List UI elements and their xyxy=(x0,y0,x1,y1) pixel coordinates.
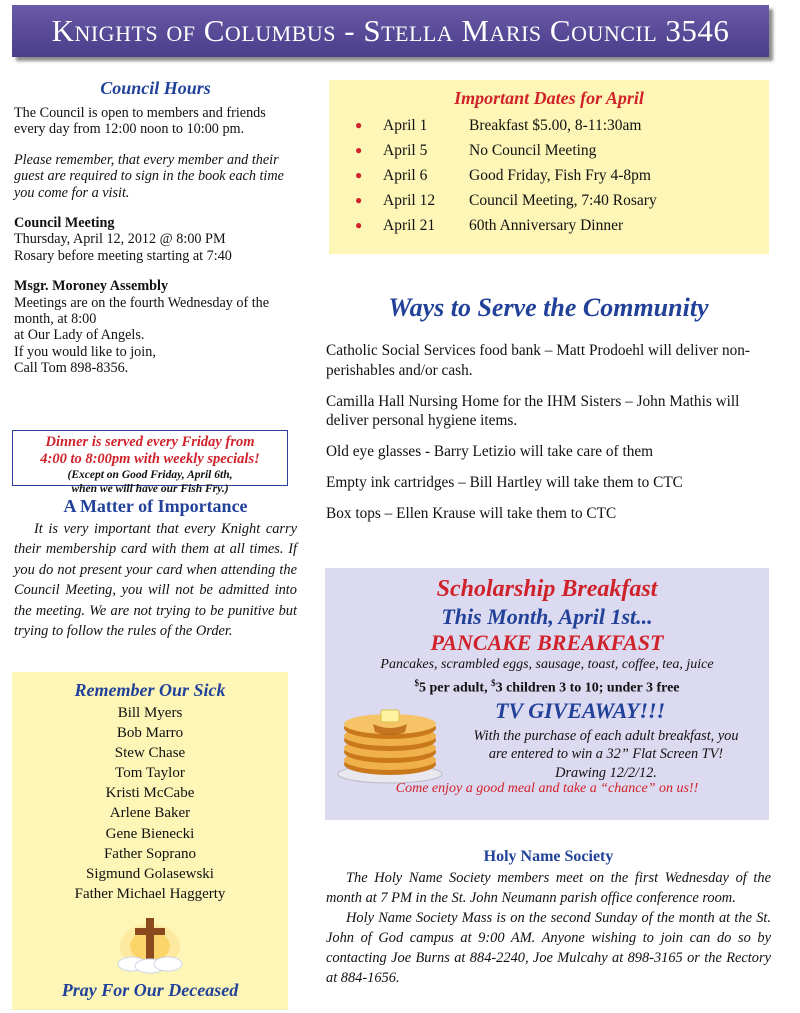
importance-title: A Matter of Importance xyxy=(63,496,248,516)
adult-price: 5 per adult, xyxy=(418,680,492,696)
date-row xyxy=(329,213,769,238)
date-row xyxy=(329,163,769,188)
sick-list-box xyxy=(12,672,288,1010)
ways-to-serve-section xyxy=(326,293,771,535)
event: Good Friday, Fish Fry 4-8pm xyxy=(469,167,651,184)
dollar-sign: $ xyxy=(414,678,419,688)
sick-list-title: Remember Our Sick xyxy=(74,680,226,700)
important-dates-title: Important Dates for April xyxy=(454,88,644,108)
service-item: Catholic Social Services food bank – Matt Prodoehl will deliver non-perishables and/or cash. xyxy=(326,342,750,379)
sick-name: Father Michael Haggerty xyxy=(74,885,226,902)
ways-to-serve-title: Ways to Serve the Community xyxy=(388,293,709,322)
assembly-title: Msgr. Moroney Assembly xyxy=(14,278,169,295)
assembly-line-2: at Our Lady of Angels. xyxy=(14,327,145,344)
council-hours-title: Council Hours xyxy=(100,78,211,98)
date-row xyxy=(329,113,769,138)
dinner-line-2: 4:00 to 8:00pm with weekly specials! xyxy=(40,451,260,467)
bullet-icon: ● xyxy=(355,193,363,207)
service-item: Box tops – Ellen Krause will take them to CTC xyxy=(326,505,617,522)
left-column xyxy=(14,78,297,377)
council-hours-text: The Council is open to members and friends every day from 12:00 noon to 10:00 pm. xyxy=(14,105,266,138)
tv-giveaway-text xyxy=(447,727,765,783)
tv-line-2: are entered to win a 32” Flat Screen TV! xyxy=(488,746,724,763)
importance-section xyxy=(14,496,297,641)
sick-name: Bob Marro xyxy=(116,725,184,742)
holy-name-paragraph: Holy Name Society Mass is on the second Sunday of the month at the St. John of God campus at 9:00 AM. Anyone wishing to join can do so by contacting Joe Burns at 884-2240, Joe Mulcahy at 898-3165 or the Rectory at 884-1656. xyxy=(326,910,771,986)
bullet-icon: ● xyxy=(355,218,363,232)
bullet-icon: ● xyxy=(355,143,363,157)
event: Council Meeting, 7:40 Rosary xyxy=(469,192,657,209)
sick-name: Gene Bienecki xyxy=(105,825,195,842)
dinner-notice xyxy=(12,430,288,495)
assembly-line-4: Call Tom 898-8356. xyxy=(14,360,129,377)
council-meeting-date: Thursday, April 12, 2012 @ 8:00 PM xyxy=(14,231,226,248)
holy-name-title: Holy Name Society xyxy=(483,848,614,865)
tv-line-1: With the purchase of each adult breakfast, you xyxy=(473,727,739,744)
council-meeting-title: Council Meeting xyxy=(14,215,115,232)
enjoy-message: Come enjoy a good meal and take a “chance” on us!! xyxy=(395,780,699,796)
sign-in-reminder: Please remember, that every member and their guest are required to sign in the book each time you come for a visit. xyxy=(14,151,284,201)
child-price: 3 children 3 to 10; under 3 free xyxy=(495,680,680,696)
date-row xyxy=(329,138,769,163)
date: April 1 xyxy=(383,117,428,134)
important-dates-box xyxy=(329,80,769,254)
bullet-icon: ● xyxy=(355,118,363,132)
council-meeting-rosary: Rosary before meeting starting at 7:40 xyxy=(14,247,232,264)
header-banner xyxy=(12,5,769,57)
sick-name: Arlene Baker xyxy=(109,805,191,822)
dinner-line-1: Dinner is served every Friday from xyxy=(45,434,255,450)
breakfast-price xyxy=(325,674,769,698)
date: April 5 xyxy=(383,142,428,159)
pancake-breakfast-heading: PANCAKE BREAKFAST xyxy=(430,630,664,655)
service-item: Camilla Hall Nursing Home for the IHM Sisters – John Mathis will deliver personal hygiene items. xyxy=(326,392,740,429)
holy-name-society-section xyxy=(326,848,771,988)
newsletter-title: Knights of Columbus - Stella Maris Council 3546 xyxy=(51,13,730,48)
cross-icon xyxy=(115,912,185,974)
service-item: Old eye glasses - Barry Letizio will take care of them xyxy=(326,443,654,460)
date: April 6 xyxy=(383,167,428,184)
date: April 12 xyxy=(383,192,436,209)
event: 60th Anniversary Dinner xyxy=(469,217,624,234)
sick-name: Tom Taylor xyxy=(115,765,185,782)
event: Breakfast $5.00, 8-11:30am xyxy=(469,117,642,134)
holy-name-paragraph: The Holy Name Society members meet on the first Wednesday of the month at 7 PM in the St. John Neumann parish office conference room. xyxy=(326,870,771,906)
tv-giveaway-area xyxy=(325,698,769,808)
bullet-icon: ● xyxy=(355,168,363,182)
pancake-stack-icon xyxy=(335,702,445,784)
scholarship-title: Scholarship Breakfast xyxy=(436,576,658,602)
service-item: Empty ink cartridges – Bill Hartley will take them to CTC xyxy=(326,474,683,491)
sick-name: Sigmund Golasewski xyxy=(86,865,214,882)
dinner-line-3: (Except on Good Friday, April 6th, xyxy=(67,469,233,481)
dinner-line-4: when we will have our Fish Fry.) xyxy=(71,483,229,495)
importance-text: It is very important that every Knight carry their membership card with them at all times. If you do not present your card when attending the Council Meeting, you will not be admitted into the meeting. We are not trying to be punitive but trying to follow the rules of the Order. xyxy=(14,521,297,640)
breakfast-menu: Pancakes, scrambled eggs, sausage, toast, coffee, tea, juice xyxy=(380,657,714,672)
tv-giveaway-title: TV GIVEAWAY!!! xyxy=(495,697,666,723)
assembly-line-1: Meetings are on the fourth Wednesday of the month, at 8:00 xyxy=(14,294,270,328)
date-row xyxy=(329,188,769,213)
date: April 21 xyxy=(383,217,436,234)
sick-name: Father Soprano xyxy=(103,845,197,862)
scholarship-subtitle: This Month, April 1st... xyxy=(441,604,653,629)
tv-line-3: Drawing 12/2/12. xyxy=(555,764,657,781)
sick-name: Kristi McCabe xyxy=(105,785,195,802)
event: No Council Meeting xyxy=(469,142,597,159)
assembly-line-3: If you would like to join, xyxy=(14,343,156,360)
sick-name: Stew Chase xyxy=(114,745,186,762)
dollar-sign: $ xyxy=(491,678,496,688)
scholarship-breakfast-box xyxy=(325,568,769,820)
pray-for-deceased: Pray For Our Deceased xyxy=(61,979,239,1000)
sick-name: Bill Myers xyxy=(117,705,183,721)
